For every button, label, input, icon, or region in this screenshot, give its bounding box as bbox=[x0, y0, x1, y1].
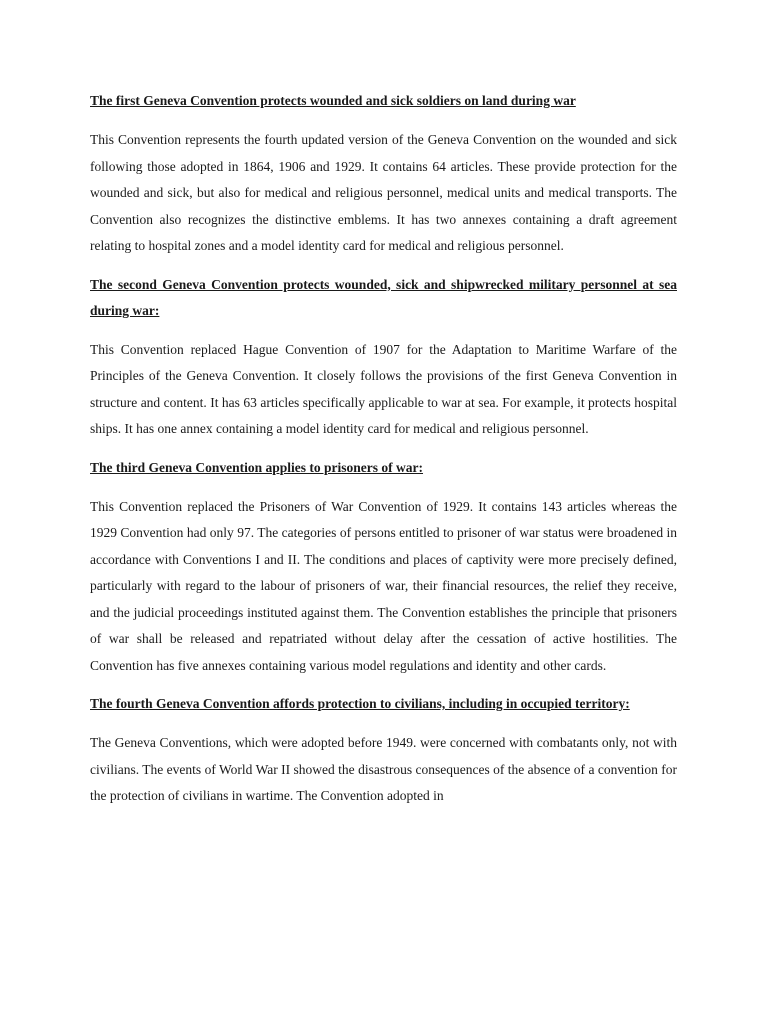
section-third-convention bbox=[90, 455, 677, 692]
section-paragraph: This Convention replaced Hague Convention of 1907 for the Adaptation to Maritime Warfare of the Principles of the Geneva Convention. It closely follows the provisions of the first Geneva Convention in structure and content. It has 63 articles specifically applicable to war at sea. For example, it protects hospital ships. It has one annex containing a model identity card for medical and religious personnel. bbox=[90, 341, 677, 436]
document-page bbox=[90, 88, 677, 810]
section-heading: The fourth Geneva Convention affords protection to civilians, including in occupied territory: bbox=[90, 696, 630, 711]
section-first-convention bbox=[90, 88, 677, 272]
section-heading: The second Geneva Convention protects wounded, sick and shipwrecked military personnel at sea during war: bbox=[90, 276, 677, 318]
section-paragraph: This Convention replaced the Prisoners of War Convention of 1929. It contains 143 articles whereas the 1929 Convention had only 97. The categories of persons entitled to prisoner of war status were broadened in accordance with Conventions I and II. The conditions and places of captivity were more precisely defined, particularly with regard to the labour of prisoners of war, their financial resources, the relief they receive, and the judicial proceedings instituted against them. The Convention establishes the principle that prisoners of war shall be released and repatriated without delay after the cessation of active hostilities. The Convention has five annexes containing various model regulations and identity and other cards. bbox=[90, 498, 677, 673]
section-paragraph: This Convention represents the fourth updated version of the Geneva Convention on the wounded and sick following those adopted in 1864, 1906 and 1929. It contains 64 articles. These provide protection for the wounded and sick, but also for medical and religious personnel, medical units and medical transports. The Convention also recognizes the distinctive emblems. It has two annexes containing a draft agreement relating to hospital zones and a model identity card for medical and religious personnel. bbox=[90, 132, 677, 253]
section-heading: The first Geneva Convention protects wounded and sick soldiers on land during war bbox=[90, 93, 576, 108]
section-heading: The third Geneva Convention applies to prisoners of war: bbox=[90, 459, 424, 475]
section-fourth-convention bbox=[90, 691, 677, 810]
section-second-convention bbox=[90, 272, 677, 455]
section-paragraph: The Geneva Conventions, which were adopted before 1949. were concerned with combatants only, not with civilians. The events of World War II showed the disastrous consequences of the absence of a convention for the protection of civilians in wartime. The Convention adopted in bbox=[90, 735, 677, 803]
